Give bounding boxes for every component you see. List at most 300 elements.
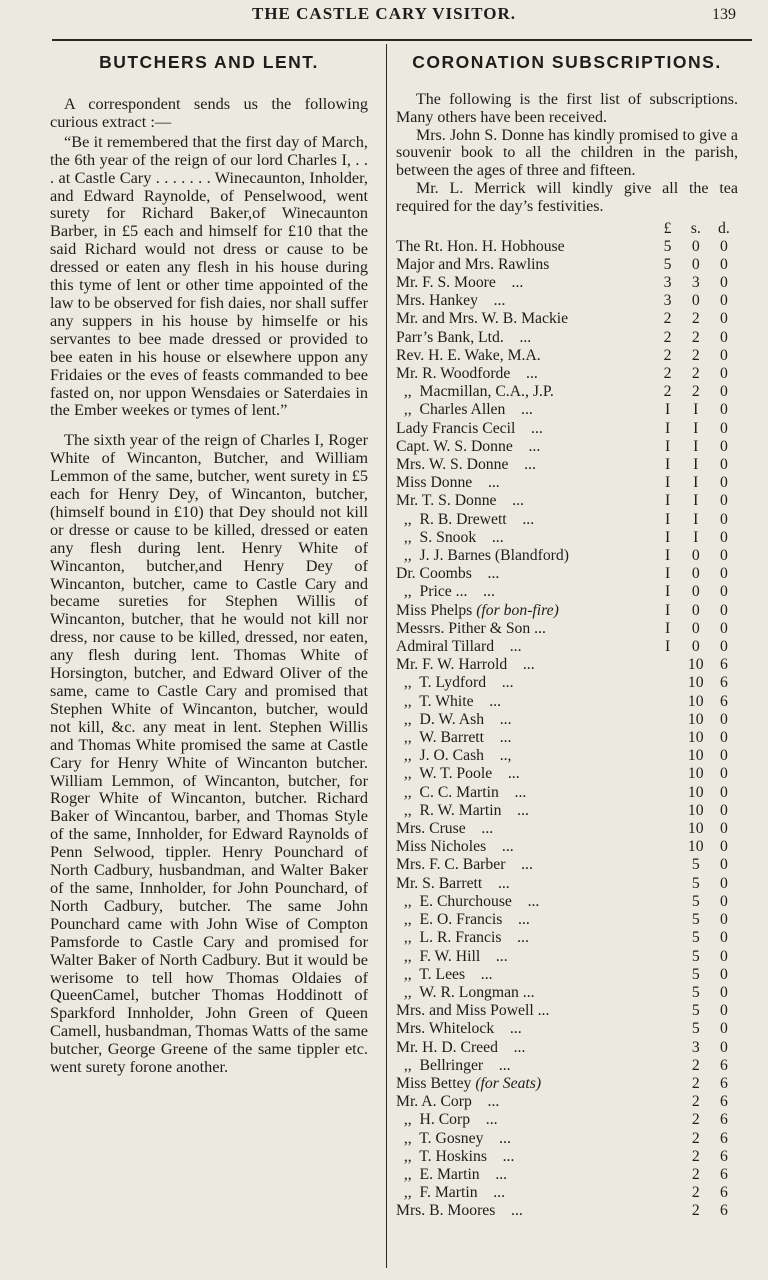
subscriber-name-text: Mrs. and Miss Powell ... (396, 1002, 550, 1020)
amount-pence: 0 (719, 820, 728, 838)
table-row (396, 765, 738, 783)
amount-pounds (654, 1202, 682, 1220)
amount-shillings: 2 (691, 1056, 700, 1074)
subscriber-name (396, 838, 654, 856)
amount-shillings: 2 (691, 1129, 700, 1147)
amount-pence: 6 (719, 1147, 728, 1165)
amount-shillings: 0 (691, 547, 700, 565)
table-row (396, 1148, 738, 1166)
intro-paragraph: A correspondent sends us the following curious extract :— (50, 94, 368, 131)
table-row (396, 365, 738, 383)
narrative-paragraph: The sixth year of the reign of Charles I, Roger White of Wincanton, Butcher, and William Lemmon of the same, butcher, went surety in £5 each for Henry Dey, of Wincanton, butcher, (himself bound in £10) that Dey should not kill or dresse or cause to be killed, dressed or eaten any flesh during lent. Henry White of Wincanton, butcher,and Henry Dey of Wincanton, butcher, came to Castle Cary and became sureties for Stephen Willis of Wincanton, butcher, that he would not kill nor dress, nor cause to be killed, dressed, nor eaten, any flesh during lent. Thomas White of Horsington, butcher, and Edward Oliver of the same, came to Castle Cary and promised that Stephen White of Wincanton, butcher, would not kill, &c. any meat in lent. Stephen Willis and Thomas White promised the same at Castle Cary for Henry White of Wincanton butcher. William Lemmon, of Wincanton, butcher, for Roger White of Wincanton, butcher. Richard Baker of Wincantou, barber, and Thomas Style of the same, Innholder, for Edward Raynolds of Penn Selwood, tippler. Henry Pounchard of North Cadbury, husbandman, and Walter Baker of the same, Innholder, for John Pounchard, of North Cadbury, butcher. The same John Pounchard came with John Wise of Compton Pamsforde to Castle Cary and promised for Walter Baker of North Cadbury. But it would be werisome to tell how Thomas Oldaies of QueenCamel, butcher Thomas Hoddinott of Sparkford Innholder, John Green of Queen Camell, husbandman, Thomas Watts of the same butcher, George Greene of the same tippler etc. went surety forone another. (50, 430, 368, 1077)
table-row (396, 1093, 738, 1111)
amount-shillings: 5 (691, 911, 700, 929)
amount-pence: 0 (719, 273, 728, 291)
amount-pounds: I (664, 437, 671, 455)
amount-shillings: 3 (691, 273, 700, 291)
subscriber-name-text: ,, T. Gosney ... (396, 1129, 511, 1147)
amount-shillings: 0 (691, 583, 700, 601)
subscriber-name-text: Dr. Coombs ... (396, 565, 500, 583)
subscriber-name (396, 511, 654, 529)
amount-shillings: 0 (691, 237, 700, 255)
amount-shillings: 10 (687, 729, 704, 747)
amount-shillings: 2 (691, 1111, 700, 1129)
table-row (396, 547, 738, 565)
subscriber-name-text: ,, F. W. Hill ... (396, 947, 508, 965)
amount-pounds (654, 820, 682, 838)
amount-pence: 0 (719, 383, 728, 401)
amount-pounds (654, 711, 682, 729)
amount-shillings: 5 (691, 1020, 700, 1038)
subscriber-name (396, 274, 654, 292)
amount-shillings: 0 (691, 255, 700, 273)
subscriber-name-text: ,, C. C. Martin ... (396, 783, 527, 801)
subscriber-name-text: Mr. and Mrs. W. B. Mackie (396, 310, 569, 328)
amount-pence: 0 (719, 565, 728, 583)
amount-pence: 0 (719, 492, 728, 510)
subscriber-name (396, 1148, 654, 1166)
amount-shillings: 10 (687, 820, 704, 838)
table-row (396, 583, 738, 601)
article-title: BUTCHERS AND LENT. (99, 52, 319, 72)
subscriber-name (396, 1130, 654, 1148)
amount-shillings: I (693, 510, 699, 528)
amount-shillings: 0 (691, 638, 700, 656)
subscriber-name-text: ,, E. O. Francis ... (396, 911, 530, 929)
subscriber-name (396, 1075, 654, 1093)
subscriber-name (396, 1020, 654, 1038)
amount-shillings: 5 (691, 874, 700, 892)
subscriber-name (396, 984, 654, 1002)
table-row (396, 838, 738, 856)
subscriber-name (396, 1002, 654, 1020)
table-row (396, 347, 738, 365)
subscriber-name (396, 383, 654, 401)
amount-pence: 0 (719, 437, 728, 455)
amount-pence: 0 (719, 619, 728, 637)
amount-pence: 0 (719, 947, 728, 965)
subscriber-name (396, 438, 654, 456)
amount-pence: 0 (719, 965, 728, 983)
subscriber-name (396, 875, 654, 893)
subscriber-name (396, 529, 654, 547)
amount-pounds: I (664, 474, 671, 492)
table-row (396, 784, 738, 802)
table-row (396, 820, 738, 838)
subscriber-name (396, 256, 654, 274)
table-row (396, 1166, 738, 1184)
subscriber-name-text: Mrs. F. C. Barber ... (396, 856, 533, 874)
table-row (396, 565, 738, 583)
amount-pounds: I (664, 510, 671, 528)
amount-pounds: I (664, 528, 671, 546)
table-row (396, 875, 738, 893)
amount-pence: 0 (719, 365, 728, 382)
amount-pence: 6 (719, 1093, 728, 1111)
subscriber-name-text: Mrs. B. Moores ... (396, 1202, 523, 1220)
subscriber-name-text: Mrs. Cruse ... (396, 820, 494, 838)
subscriber-name (396, 656, 654, 674)
table-row (396, 674, 738, 692)
amount-pounds (654, 674, 682, 692)
amount-shillings: I (693, 492, 699, 510)
table-row (396, 1130, 738, 1148)
amount-pounds: 5 (663, 237, 672, 255)
subscriber-name-text: Admiral Tillard ... (396, 638, 522, 656)
amount-shillings: 0 (691, 619, 700, 637)
amount-pounds: I (664, 583, 671, 601)
subscriber-name (396, 893, 654, 911)
amount-pounds: I (664, 638, 671, 656)
subscriber-name (396, 401, 654, 419)
subscriber-name-text: ,, W. R. Longman ... (396, 983, 535, 1001)
coronation-article (396, 48, 738, 1221)
table-row (396, 529, 738, 547)
amount-pence: 0 (719, 1038, 728, 1056)
amount-pounds (654, 893, 682, 911)
amount-shillings: I (693, 528, 699, 546)
subscriber-name (396, 1039, 654, 1057)
amount-pence: 0 (719, 456, 728, 474)
subscriber-name-text: ,, W. Barrett ... (396, 729, 512, 747)
amount-pounds (654, 784, 682, 802)
amount-pounds: I (664, 547, 671, 565)
subscriber-name-text: ,, L. R. Francis ... (396, 929, 529, 947)
header-pence: d. (718, 219, 730, 237)
amount-shillings: I (693, 437, 699, 455)
amount-pence: 0 (719, 474, 728, 492)
table-row (396, 966, 738, 984)
butchers-article (50, 48, 368, 1076)
amount-pence: 0 (719, 255, 728, 273)
extract-paragraph: “Be it remembered that the first day of March, the 6th year of the reign of our lord Charles I, . . . at Castle Cary . . . . . . . Winecaunton, Inholder, and Edward Raynolde, of Penselwood, went surety for Richard Baker,of Winecaunton Barber, in £5 each and himself for £10 that the said Richard would not dress or cause to be dressed or eaten any flesh in his house during this tyme of lent or other time appointed of the law to be observed for fish daies, nor shall suffer any suppers in his house by himselfe or his servantes to bee made dressed or provided to bee eaten in his house or elsewhere uppon any Fridaies or the eves of feasts commanded to bee fasted on, nor uppon Wensdaies or Saterdaies in the Ember weekes or tymes of lent.” (50, 131, 369, 420)
subscriber-name-text: ,, Macmillan, C.A., J.P. (396, 383, 554, 401)
amount-pounds (654, 1111, 682, 1129)
amount-pence: 0 (719, 510, 728, 528)
amount-pence: 6 (719, 1184, 728, 1202)
amount-pence: 6 (719, 692, 728, 710)
subscriber-name-text: Mr. S. Barrett ... (396, 874, 510, 892)
table-row (396, 656, 738, 674)
amount-shillings: 2 (691, 383, 700, 401)
amount-shillings: 10 (687, 710, 704, 728)
subscriber-name (396, 474, 654, 492)
amount-shillings: 2 (691, 346, 700, 364)
amount-shillings: 5 (691, 1002, 700, 1020)
table-row (396, 292, 738, 310)
subscriber-note: (for bon-fire) (476, 601, 559, 619)
subscriber-name-text: The Rt. Hon. H. Hobhouse (396, 237, 565, 255)
amount-pounds (654, 1075, 682, 1093)
amount-pounds: I (664, 565, 671, 583)
amount-pence: 6 (719, 1202, 728, 1220)
subscriber-name-text: Mr. F. S. Moore ... (396, 273, 524, 291)
amount-pence: 0 (719, 638, 728, 656)
subscriber-name-text: Mr. H. D. Creed ... (396, 1038, 526, 1056)
subscriber-name (396, 456, 654, 474)
amount-pounds: I (664, 619, 671, 637)
subscriber-name (396, 310, 654, 328)
amount-shillings: I (693, 401, 699, 419)
amount-pence: 0 (719, 1002, 728, 1020)
table-row (396, 620, 738, 638)
amount-pounds (654, 802, 682, 820)
subscriber-name (396, 802, 654, 820)
subscriber-name-text: Capt. W. S. Donne ... (396, 437, 541, 455)
amount-pence: 0 (719, 1020, 728, 1038)
table-row (396, 1202, 738, 1220)
subscriber-name (396, 420, 654, 438)
amount-pounds (654, 1002, 682, 1020)
amount-shillings: 10 (687, 656, 704, 674)
amount-pounds (654, 1184, 682, 1202)
amount-pence: 0 (719, 346, 728, 364)
table-row (396, 310, 738, 328)
table-row (396, 638, 738, 656)
amount-shillings: 0 (691, 565, 700, 583)
amount-pence: 0 (719, 801, 728, 819)
amount-pence: 6 (719, 1056, 728, 1074)
table-row (396, 329, 738, 347)
subscriber-name (396, 365, 654, 383)
subscriber-name (396, 492, 654, 510)
table-row (396, 474, 738, 492)
amount-pence: 0 (719, 583, 728, 601)
amount-pounds (654, 966, 682, 984)
subscriber-name (396, 820, 654, 838)
amount-pounds: I (664, 419, 671, 437)
souvenir-paragraph: Mrs. John S. Donne has kindly promised to give a souvenir book to all the children in the parish, between the ages of three and fifteen. (396, 126, 738, 180)
amount-shillings: 2 (691, 1202, 700, 1220)
amount-shillings: 2 (691, 1165, 700, 1183)
table-row (396, 1039, 738, 1057)
subscriber-name-text: Mrs. Hankey ... (396, 292, 506, 310)
amount-pounds: 3 (663, 292, 672, 310)
subscriber-name (396, 966, 654, 984)
page-header (0, 2, 768, 36)
subscriber-name-text: ,, J. J. Barnes (Blandford) (396, 547, 569, 565)
amount-pounds (654, 984, 682, 1002)
amount-pence: 6 (719, 1165, 728, 1183)
subscriber-name (396, 602, 654, 620)
amount-pence: 0 (719, 528, 728, 546)
subscriber-name (396, 620, 654, 638)
amount-pence: 0 (719, 765, 728, 783)
tea-paragraph: Mr. L. Merrick will kindly give all the tea required for the day’s festivities. (396, 179, 738, 215)
table-row (396, 1020, 738, 1038)
amount-shillings: I (693, 456, 699, 474)
subscriber-name-text: Rev. H. E. Wake, M.A. (396, 346, 541, 364)
subscriber-name-text: Miss Donne ... (396, 474, 500, 492)
amount-pounds: I (664, 456, 671, 474)
subscriber-name (396, 638, 654, 656)
amount-shillings: 5 (691, 947, 700, 965)
table-row (396, 1002, 738, 1020)
table-row (396, 511, 738, 529)
subscriber-note: (for Seats) (475, 1074, 542, 1092)
amount-pounds (654, 948, 682, 966)
amount-pounds: I (664, 601, 671, 619)
table-row (396, 802, 738, 820)
amount-pence: 0 (719, 237, 728, 255)
amount-pence: 6 (719, 1111, 728, 1129)
table-row (396, 856, 738, 874)
table-row (396, 456, 738, 474)
amount-shillings: 2 (691, 310, 700, 328)
subscriber-name-text: ,, S. Snook ... (396, 528, 504, 546)
subscriber-name-text: ,, D. W. Ash ... (396, 710, 512, 728)
amount-pounds (654, 856, 682, 874)
subscriber-name (396, 948, 654, 966)
table-row (396, 893, 738, 911)
amount-shillings: 2 (691, 1184, 700, 1202)
amount-pence: 0 (719, 892, 728, 910)
subscriber-name-text: ,, R. B. Drewett ... (396, 510, 535, 528)
subscriber-name-text: ,, T. Lees ... (396, 965, 493, 983)
amount-shillings: 2 (691, 365, 700, 382)
table-row (396, 693, 738, 711)
subscriber-name (396, 547, 654, 565)
subscriber-name-text: ,, T. White ... (396, 692, 502, 710)
subscriber-name-text: ,, E. Martin ... (396, 1165, 508, 1183)
table-row (396, 929, 738, 947)
table-row (396, 401, 738, 419)
subscriptions-table (396, 220, 738, 1221)
amount-pence: 6 (719, 1074, 728, 1092)
amount-pounds (654, 656, 682, 674)
subscriber-name-text: ,, W. T. Poole ... (396, 765, 520, 783)
amount-pounds (654, 1148, 682, 1166)
amount-shillings: I (693, 419, 699, 437)
intro-paragraph: The following is the first list of subscriptions. Many others have been received. (396, 91, 738, 126)
amount-pence: 0 (719, 783, 728, 801)
subscriber-name (396, 929, 654, 947)
table-row (396, 948, 738, 966)
subscriber-name (396, 693, 654, 711)
amount-pence: 6 (719, 656, 728, 674)
amount-shillings: 10 (687, 747, 704, 765)
amount-shillings: 10 (687, 674, 704, 692)
amount-shillings: I (693, 474, 699, 492)
subscriber-name (396, 729, 654, 747)
amount-pounds: 5 (663, 255, 672, 273)
amount-pence: 0 (719, 310, 728, 328)
amount-pence: 6 (719, 1129, 728, 1147)
table-row (396, 1184, 738, 1202)
amount-pounds (654, 875, 682, 893)
running-title: THE CASTLE CARY VISITOR. (252, 4, 516, 23)
subscriber-name (396, 711, 654, 729)
subscriber-name-text: Miss Nicholes ... (396, 838, 514, 856)
subscriber-name-text: ,, Price ... ... (396, 583, 495, 601)
amount-pounds (654, 765, 682, 783)
amount-pounds: 2 (663, 328, 672, 346)
subscriber-name (396, 911, 654, 929)
amount-pounds: 2 (663, 383, 672, 401)
amount-shillings: 2 (691, 328, 700, 346)
amount-shillings: 0 (691, 601, 700, 619)
subscriber-name-text: ,, F. Martin ... (396, 1184, 505, 1202)
subscriber-name (396, 1202, 654, 1220)
table-row (396, 1057, 738, 1075)
amount-pence: 6 (719, 674, 728, 692)
subscriber-name (396, 1111, 654, 1129)
amount-shillings: 2 (691, 1074, 700, 1092)
subscriber-name (396, 1093, 654, 1111)
amount-pence: 0 (719, 729, 728, 747)
amount-shillings: 0 (691, 292, 700, 310)
subscriber-name-text: Miss Phelps (396, 601, 477, 619)
amount-shillings: 10 (687, 692, 704, 710)
table-row (396, 911, 738, 929)
amount-pence: 0 (719, 710, 728, 728)
amount-shillings: 5 (691, 856, 700, 874)
column-divider (386, 44, 387, 1268)
table-row (396, 1075, 738, 1093)
subscriber-name (396, 856, 654, 874)
subscriber-name (396, 1057, 654, 1075)
table-row (396, 383, 738, 401)
amount-shillings: 5 (691, 892, 700, 910)
amount-pounds (654, 1039, 682, 1057)
amount-shillings: 2 (691, 1147, 700, 1165)
subscriber-name (396, 1166, 654, 1184)
amount-pence: 0 (719, 929, 728, 947)
amount-pence: 0 (719, 856, 728, 874)
amount-shillings: 2 (691, 1093, 700, 1111)
amount-pence: 0 (719, 838, 728, 856)
page-number: 139 (712, 6, 736, 23)
amount-pounds: 2 (663, 310, 672, 328)
table-row (396, 1111, 738, 1129)
subscriber-name (396, 583, 654, 601)
amount-shillings: 5 (691, 965, 700, 983)
subscriber-name-text: ,, H. Corp ... (396, 1111, 498, 1129)
amount-pounds (654, 1166, 682, 1184)
amount-shillings: 10 (687, 838, 704, 856)
table-header-row (396, 220, 738, 238)
amount-pounds (654, 929, 682, 947)
subscriber-name-text: Miss Bettey (396, 1074, 476, 1092)
amount-shillings: 10 (687, 765, 704, 783)
subscriber-name-text: Mrs. W. S. Donne ... (396, 456, 536, 474)
subscriber-name (396, 1184, 654, 1202)
amount-pounds (654, 729, 682, 747)
amount-pounds (654, 1057, 682, 1075)
table-row (396, 729, 738, 747)
subscriber-name-text: ,, E. Churchouse ... (396, 892, 540, 910)
amount-shillings: 5 (691, 929, 700, 947)
subscriber-name (396, 674, 654, 692)
table-row (396, 238, 738, 256)
subscriber-name-text: ,, T. Hoskins ... (396, 1147, 515, 1165)
amount-pounds (654, 1130, 682, 1148)
amount-pence: 0 (719, 747, 728, 765)
subscriber-name (396, 238, 654, 256)
subscriber-name-text: ,, R. W. Martin ... (396, 801, 529, 819)
subscriber-name-text: ,, Bellringer ... (396, 1056, 511, 1074)
amount-pence: 0 (719, 328, 728, 346)
subscriber-name-text: Mr. F. W. Harrold ... (396, 656, 535, 674)
amount-pounds: 2 (663, 365, 672, 382)
table-row (396, 492, 738, 510)
amount-pounds (654, 1093, 682, 1111)
subscriber-name (396, 565, 654, 583)
amount-shillings: 10 (687, 801, 704, 819)
amount-pence: 0 (719, 292, 728, 310)
subscriber-name-text: Mr. T. S. Donne ... (396, 492, 524, 510)
subscriber-name-text: Mr. A. Corp ... (396, 1093, 500, 1111)
